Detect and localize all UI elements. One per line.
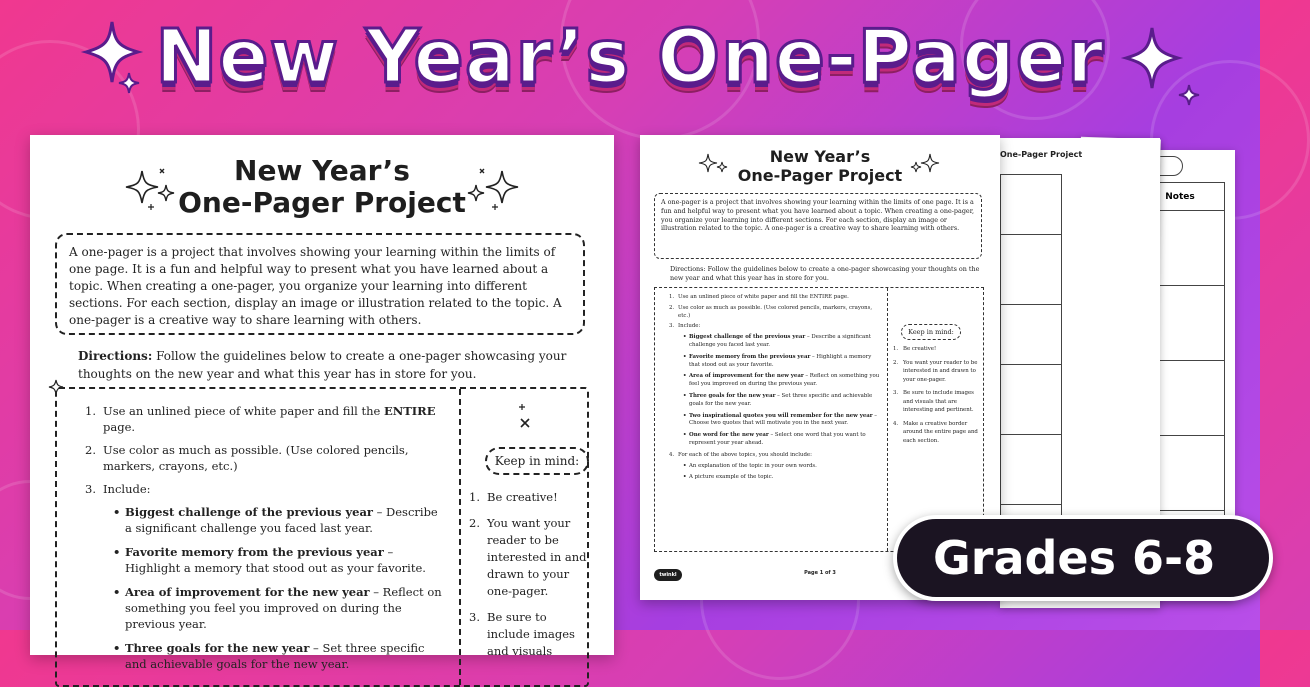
list-item: 2. Use color as much as possible. (Use colored pencils, markers, crayons, etc.) xyxy=(85,443,409,473)
list-item: 3. Include: xyxy=(85,482,151,496)
list-item: • Two inspirational quotes you will remember for the new year – Choose two quotes that will motivate you in the next year. xyxy=(683,412,878,427)
list-item: • Biggest challenge of the previous year – Describe a significant challenge you faced last year. xyxy=(113,505,438,535)
list-item: • Three goals for the new year – Set three specific and achievable goals for the new year. xyxy=(113,641,425,671)
list-item: 4. Make a creative border around the entire page and each section. xyxy=(893,420,978,444)
guidelines-box xyxy=(55,387,589,687)
keep-in-mind-pill: Keep in mind: xyxy=(485,447,589,475)
preview-title: New Year’s One-Pager Project xyxy=(737,147,903,185)
list-item: 1. Be creative! xyxy=(469,490,558,504)
worksheet-title-line1: New Year’s xyxy=(234,154,410,187)
list-item: 2. You want your reader to be interested in and drawn to your one-pager. xyxy=(893,359,978,383)
list-item: • Biggest challenge of the previous year – Describe a significant challenge you faced last year. xyxy=(683,334,871,348)
directions-text: Follow the guidelines below to create a one-pager showcasing your thoughts on the new year and what this year has in store for you. xyxy=(78,349,567,381)
list-item: • Area of improvement for the new year – Reflect on something you feel you improved on during the previous year. xyxy=(113,585,442,631)
preview-keep-in-mind-pill: Keep in mind: xyxy=(901,324,961,340)
list-item: • Favorite memory from the previous year – Highlight a memory that stood out as your favorite. xyxy=(113,545,426,575)
worksheet-title xyxy=(30,155,614,219)
back-page-1: One-Pager Project xyxy=(1000,138,1160,608)
keep-in-mind-column xyxy=(469,403,589,669)
intro-box: A one-pager is a project that involves showing your learning within the limits of one page. It is a fun and helpful way to present what you have learned about a topic. When creating a one-pager, you organize your learning into different sections. For each section, display an image or illustration related to the topic. A one-pager is a creative way to share learning with others. xyxy=(55,233,585,335)
list-item: • Area of improvement for the new year – Reflect on something you feel you improved on during the previous year. xyxy=(683,373,880,388)
list-item: 3. Be sure to include images and visuals that are interesting and pertinent. xyxy=(893,390,974,413)
page-number: Page 1 of 3 xyxy=(804,570,836,576)
preview-intro-box: A one-pager is a project that involves showing your learning within the limits of one page. It is a fun and helpful way to present what you have learned about a topic. When creating a one-pager, you organize your learning into different sections. For each section, display an image or illustration related to the topic. A one-pager is a creative way to share learning with others. xyxy=(654,193,982,259)
list-item: 2. Use color as much as possible. (Use colored pencils, markers, crayons, etc.) xyxy=(669,304,873,319)
list-item: 2. You want your reader to be interested in and drawn to your one-pager. xyxy=(469,516,587,598)
sparkle-icon xyxy=(515,405,535,433)
list-item: • Favorite memory from the previous year – Highlight a memory that stood out as your favorite. xyxy=(683,353,872,368)
worksheet-title-line2: One-Pager Project xyxy=(178,186,466,219)
directions-label: Directions: xyxy=(78,349,153,363)
list-item: • One word for the new year – Select one word that you want to represent your year ahead. xyxy=(683,432,866,446)
list-item: • A picture example of the topic. xyxy=(683,474,774,481)
list-item: 3. Be sure to include images and visuals xyxy=(469,610,575,658)
list-item: 1. Use an unlined piece of white paper and fill the ENTIRE page. xyxy=(669,294,849,300)
directions xyxy=(78,347,593,383)
guidelines-list xyxy=(85,403,445,680)
list-item: • Three goals for the new year – Set three specific and achievable goals for the new year. xyxy=(683,392,873,407)
list-item: 3. Include: xyxy=(669,323,701,330)
preview-guidelines-list xyxy=(669,294,881,486)
list-item: 1. Be creative! xyxy=(893,346,937,352)
back-table-header: Notes xyxy=(1136,183,1224,211)
list-item: 4. For each of the above topics, you should include: xyxy=(669,451,812,458)
keep-in-mind-list xyxy=(469,489,589,660)
list-item: 1. Use an unlined piece of white paper and fill the ENTIRE page. xyxy=(85,404,436,434)
worksheet-page xyxy=(30,135,614,671)
preview-directions: Directions: Follow the guidelines below to create a one-pager showcasing your thoughts on the new year and what this year has in store for you. xyxy=(670,265,980,282)
preview-keep-in-mind xyxy=(893,324,979,445)
preview-guidelines-box xyxy=(654,287,984,552)
twinkl-logo: twinkl xyxy=(654,569,682,581)
grades-badge: Grades 6-8 xyxy=(893,515,1273,601)
list-item: • An explanation of the topic in your own words. xyxy=(683,462,817,469)
banner-title: New Year’s One-Pager xyxy=(155,14,1105,100)
